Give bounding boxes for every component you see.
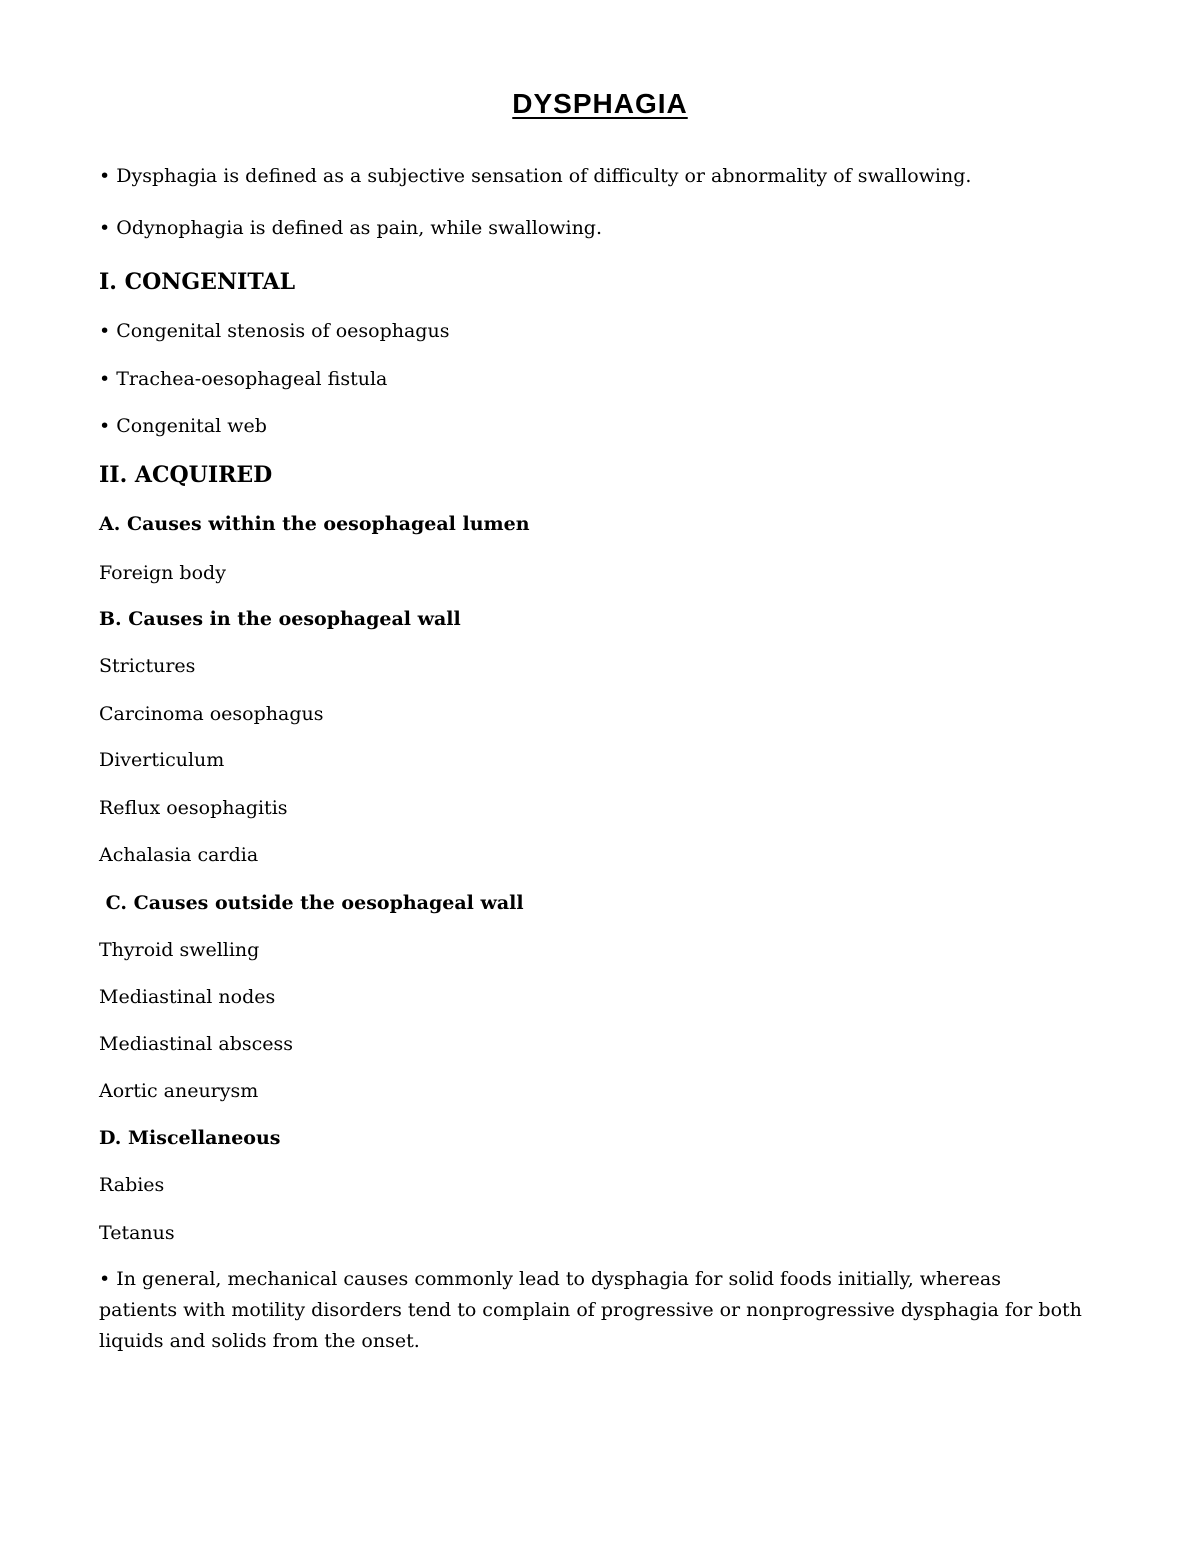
section-heading-congenital: I. CONGENITAL [99,269,296,295]
cause-item: Tetanus [99,1222,175,1244]
cause-item: Aortic aneurysm [99,1080,259,1102]
cause-item: Achalasia cardia [99,844,259,866]
cause-item: Mediastinal abscess [99,1033,294,1055]
subheading-miscellaneous: D. Miscellaneous [99,1127,281,1149]
subheading-outside-causes: C. Causes outside the oesophageal wall [99,892,524,914]
cause-item: Reflux oesophagitis [99,797,288,819]
cause-item: Carcinoma oesophagus [99,703,324,725]
cause-item: Strictures [99,655,196,677]
summary-paragraph: • In general, mechanical causes commonly lead to dysphagia for solid foods initially, whereas patients with motility disorders tend to complain of progressive or nonprogressive dysphagia for both liquids and solids from the onset. [99,1268,1082,1352]
cause-item: Thyroid swelling [99,939,260,961]
cause-item: Mediastinal nodes [99,986,276,1008]
congenital-item: • Trachea-oesophageal fistula [99,368,388,390]
document-title [0,88,1200,120]
section-heading-acquired: II. ACQUIRED [99,462,273,488]
cause-item: Foreign body [99,562,226,584]
cause-item: Diverticulum [99,749,225,771]
subheading-lumen-causes: A. Causes within the oesophageal lumen [99,513,530,535]
title-text: DYSPHAGIA [512,88,688,119]
congenital-item: • Congenital stenosis of oesophagus [99,320,450,342]
definition-dysphagia: • Dysphagia is defined as a subjective sensation of difficulty or abnormality of swallowing. [99,165,972,187]
definition-odynophagia: • Odynophagia is defined as pain, while swallowing. [99,217,603,239]
cause-item: Rabies [99,1174,165,1196]
subheading-wall-causes: B. Causes in the oesophageal wall [99,608,461,630]
congenital-item: • Congenital web [99,415,267,437]
